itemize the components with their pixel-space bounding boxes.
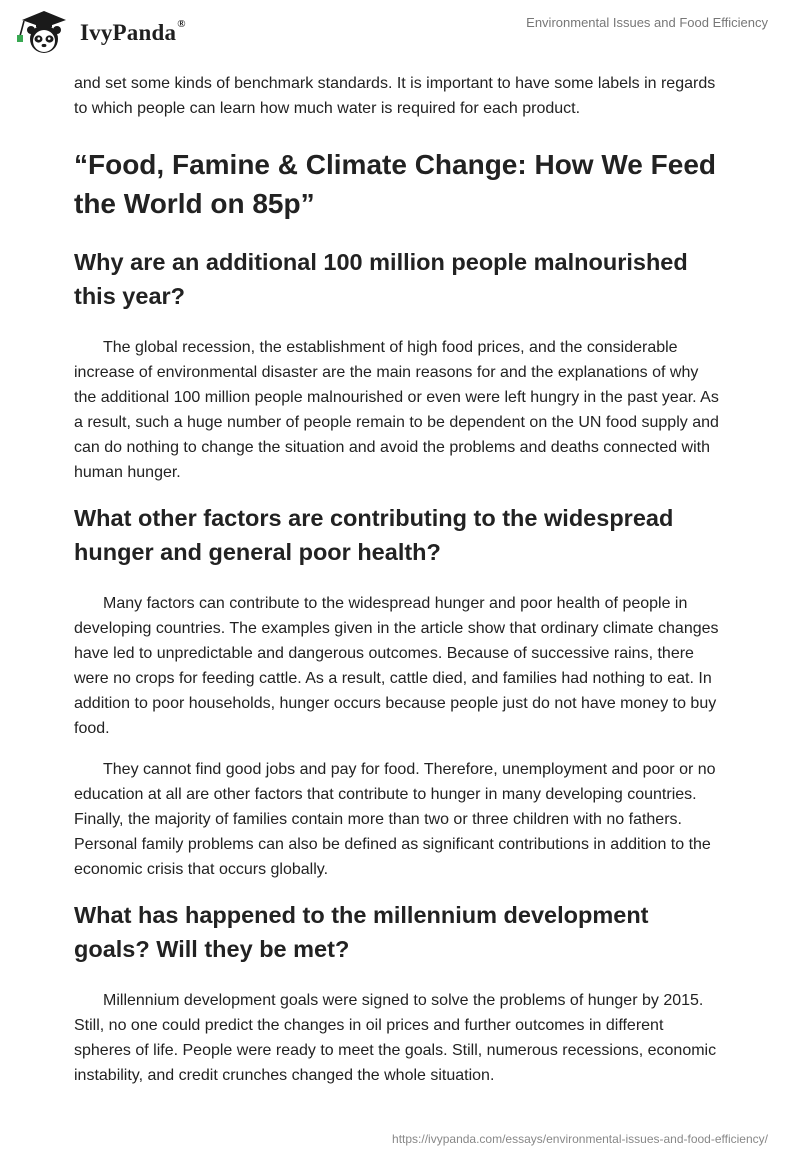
intro-paragraph: and set some kinds of benchmark standards. It is important to have some labels in regards to which people can learn how much water is required for each product. [74,75,716,117]
article-body [74,71,724,1104]
section-paragraph: Millennium development goals were signed to solve the problems of hunger by 2015. Still, no one could predict the changes in oil prices and further outcomes in different spheres of life. People were ready to meet the goals. Still, numerous recessions, economic instability, and credit crunches changed the whole situation. [74,992,717,1084]
section-paragraph: They cannot find good jobs and pay for food. Therefore, unemployment and poor or no education at all are other factors that contribute to hunger in many developing countries. Finally, the majority of families contain more than two or three children with no fathers. Personal family problems can also be defined as significant contributions in addition to the economic crisis that occurs globally. [74,761,716,878]
section-paragraph: Many factors can contribute to the widespread hunger and poor health of people in developing countries. The examples given in the article show that ordinary climate changes have led to unpredictable and dangerous outcomes. Because of successive rains, there were no crops for feeding cattle. As a result, cattle died, and families had nothing to eat. In addition to poor households, hunger occurs because people just do not have money to buy food. [74,595,719,737]
section-heading-other-factors: What other factors are contributing to the widespread hunger and general poor health? [74,505,674,565]
section-heading-malnourished: Why are an additional 100 million people malnourished this year? [74,249,688,309]
page-header [0,0,800,60]
registered-mark: ® [177,18,186,30]
article-title: “Food, Famine & Climate Change: How We Feed the World on 85p” [74,149,716,219]
section-heading-millennium-goals: What has happened to the millennium development goals? Will they be met? [74,902,649,962]
brand-name[interactable]: IvyPanda® [80,18,186,45]
source-url[interactable]: https://ivypanda.com/essays/environmental-issues-and-food-efficiency/ [392,1132,768,1146]
section-paragraph: The global recession, the establishment of high food prices, and the considerable increase of environmental disaster are the main reasons for and the explanations of why the additional 100 million people malnourished or even were left hungry in the past year. As a result, such a huge number of people remain to be dependent on the UN food supply and can do nothing to change the situation and avoid the problems and deaths connected with human hunger. [74,339,719,481]
running-title: Environmental Issues and Food Efficiency [526,15,768,30]
panda-graduate-icon[interactable] [14,8,74,56]
